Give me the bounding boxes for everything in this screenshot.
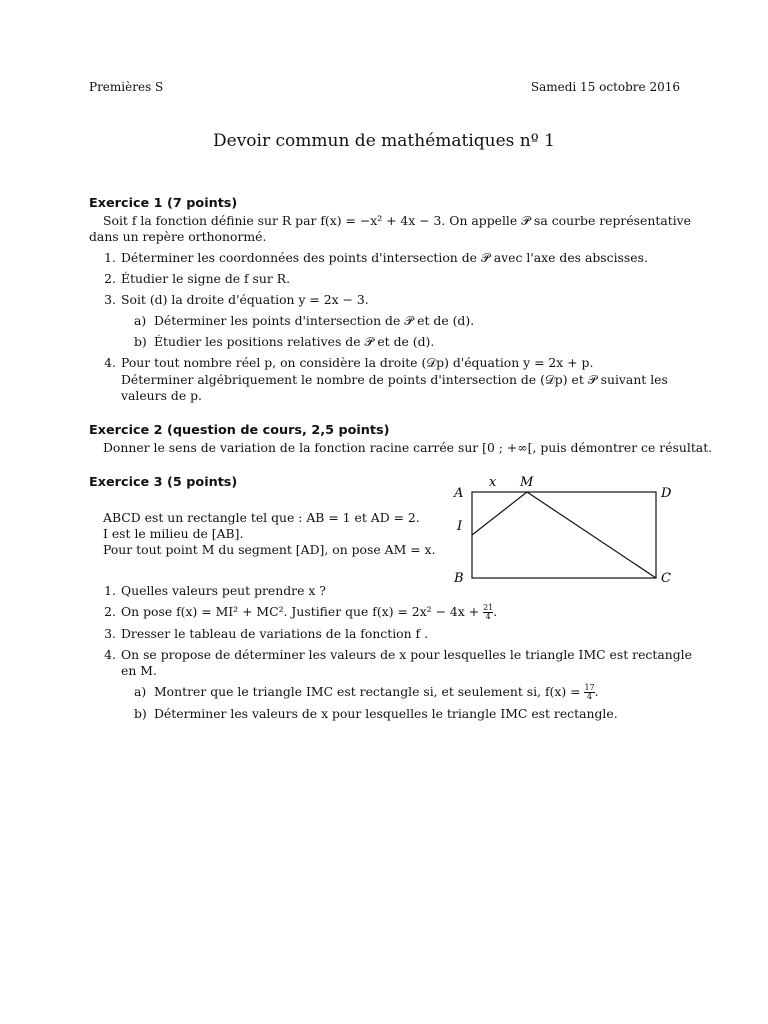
exercise-1-heading: Exercice 1 (7 points): [89, 196, 238, 211]
exercise-3-intro-line-1: ABCD est un rectangle tel que : AB = 1 et AD = 2.: [103, 510, 420, 525]
exercise-1-question-3: [98, 292, 369, 308]
exercise-1-intro-line-1: Soit f la fonction définie sur R par f(x) = −x² + 4x − 3. On appelle 𝒫 sa courbe représentative: [103, 213, 691, 228]
item-text: Étudier le signe de f sur R.: [121, 271, 291, 286]
label-i: I: [457, 519, 463, 534]
exercise-1-question-3a: [134, 313, 474, 329]
label-x: x: [489, 475, 497, 490]
item-letter: a): [134, 684, 147, 699]
item-number: 4.: [104, 647, 116, 662]
exercise-3-question-4a: a) Montrer que le triangle IMC est rectangle si, et seulement si, f(x) = $\frac{17}{4}$ .: [134, 683, 599, 701]
label-c: C: [661, 571, 671, 586]
item-number: 1.: [104, 583, 116, 598]
label-m: M: [520, 475, 534, 490]
item-text: Déterminer les coordonnées des points d'intersection de 𝒫 avec l'axe des abscisses.: [121, 250, 648, 265]
exercise-3-intro-line-3: Pour tout point M du segment [AD], on pose AM = x.: [103, 542, 436, 557]
exercise-3-question-1: [98, 583, 326, 599]
segment-im: [472, 492, 527, 535]
exercise-2-text: Donner le sens de variation de la fonction racine carrée sur [0 ; +∞[, puis démontrer ce résultat.: [103, 440, 713, 455]
item-text: Montrer que le triangle IMC est rectangle si, et seulement si, f(x) =: [154, 684, 581, 699]
label-a: A: [454, 486, 464, 501]
exercise-1-question-1: [98, 250, 648, 266]
item-number: 2.: [104, 604, 116, 619]
exercise-1-question-4: [98, 355, 593, 371]
label-d: D: [661, 486, 672, 501]
item-text: Dresser le tableau de variations de la fonction f .: [121, 626, 429, 641]
item-letter: a): [134, 313, 147, 328]
exercise-3-question-4b: [134, 706, 618, 722]
header-right: Samedi 15 octobre 2016: [530, 80, 680, 94]
exercise-1-intro-line-2: dans un repère orthonormé.: [89, 229, 267, 244]
label-b: B: [454, 571, 464, 586]
item-text: On se propose de déterminer les valeurs de x pour lesquelles le triangle IMC est rectangle: [121, 647, 692, 662]
fraction-21-over-4: $\frac{21}{4}$: [483, 603, 494, 621]
exercise-1-question-4-line-3: valeurs de p.: [121, 388, 202, 403]
item-text: Soit (d) la droite d'équation y = 2x − 3.: [121, 292, 369, 307]
item-number: 3.: [104, 292, 116, 307]
item-text: Étudier les positions relatives de 𝒫 et de (d).: [154, 334, 435, 349]
exercise-3-question-2: 2. On pose f(x) = MI² + MC². Justifier que f(x) = 2x² − 4x + $\frac{21}{4}$ .: [98, 604, 497, 621]
exercise-3-question-4: [98, 647, 692, 663]
segment-mc: [527, 492, 656, 578]
rectangle-figure: [440, 470, 690, 590]
item-letter: b): [134, 706, 147, 721]
item-text: Pour tout nombre réel p, on considère la droite (𝒟p) d'équation y = 2x + p.: [121, 355, 594, 370]
exercise-3-intro-line-2: I est le milieu de [AB].: [103, 526, 244, 541]
exercise-1-question-4-line-2: Déterminer algébriquement le nombre de points d'intersection de (𝒟p) et 𝒫 suivant les: [121, 372, 668, 387]
item-number: 1.: [104, 250, 116, 265]
exercise-2-heading: Exercice 2 (question de cours, 2,5 points): [89, 423, 390, 438]
item-number: 3.: [104, 626, 116, 641]
item-text: Déterminer les points d'intersection de 𝒫 et de (d).: [154, 313, 475, 328]
exercise-3-heading: Exercice 3 (5 points): [89, 475, 238, 490]
item-text: Quelles valeurs peut prendre x ?: [121, 583, 326, 598]
item-text: Déterminer les valeurs de x pour lesquelles le triangle IMC est rectangle.: [154, 706, 618, 721]
fraction-17-over-4: $\frac{17}{4}$: [584, 683, 595, 701]
exercise-3-question-4-line-2: en M.: [121, 663, 157, 678]
rectangle-abcd: [472, 492, 656, 578]
exercise-1-question-3b: [134, 334, 434, 350]
exercise-1-question-2: [98, 271, 290, 287]
header-left: Premières S: [89, 80, 164, 94]
item-letter: b): [134, 334, 147, 349]
item-text: On pose f(x) = MI² + MC². Justifier que f(x) = 2x² − 4x +: [121, 604, 480, 619]
item-number: 2.: [104, 271, 116, 286]
page-title: Devoir commun de mathématiques nº 1: [213, 131, 555, 151]
item-number: 4.: [104, 355, 116, 370]
exercise-3-question-3: [98, 626, 428, 642]
